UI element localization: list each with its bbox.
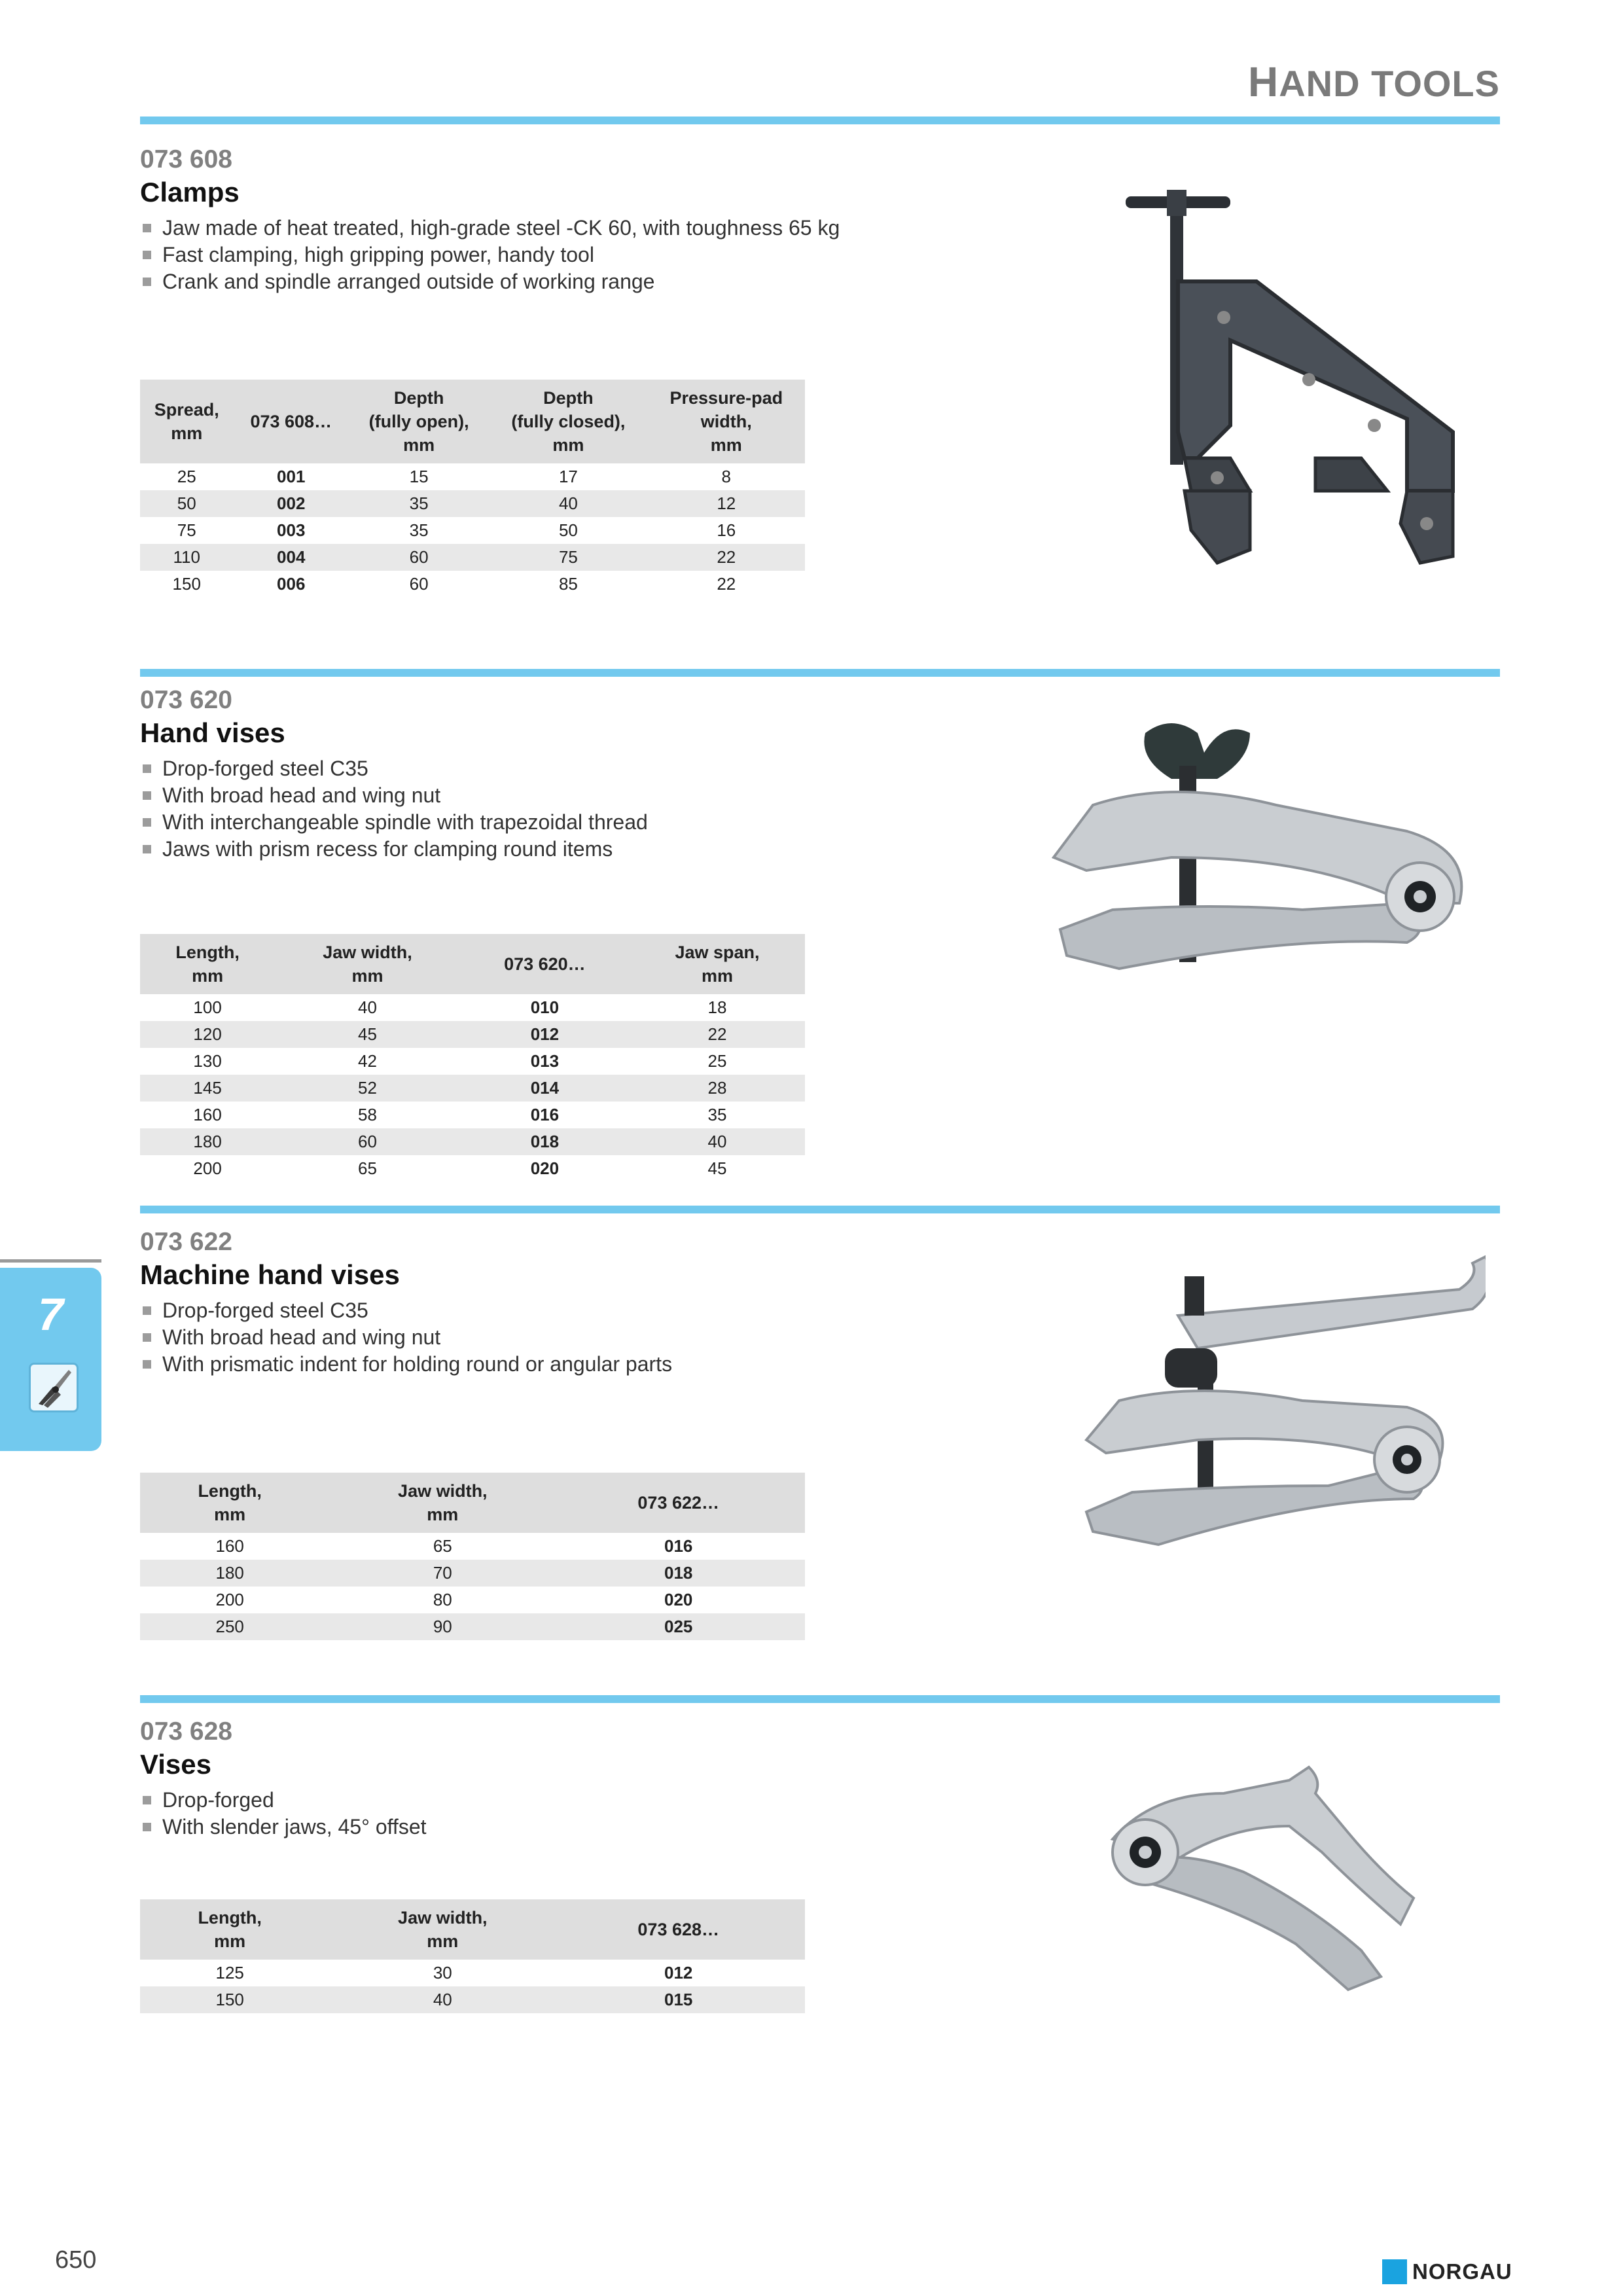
cell: 85 xyxy=(558,574,578,594)
cell: 002 xyxy=(233,490,349,517)
cell: 010 xyxy=(530,997,560,1017)
feature-item: Jaws with prism recess for clamping round items xyxy=(140,836,1500,863)
feature-item: Fast clamping, high gripping power, handy tool xyxy=(140,242,1500,268)
spec-table-clamps xyxy=(140,380,805,598)
side-tab-line xyxy=(0,1259,101,1263)
cell: 12 xyxy=(648,490,805,517)
cell: 22 xyxy=(630,1021,805,1048)
cell: 30 xyxy=(433,1963,452,1982)
product-code: 073 622 xyxy=(140,1228,232,1256)
table-row xyxy=(140,463,805,490)
cell: 100 xyxy=(193,997,222,1017)
feature-item: Jaw made of heat treated, high-grade steel -CK 60, with toughness 65 kg xyxy=(140,215,1500,242)
cell: 25 xyxy=(707,1051,727,1071)
feature-item: With slender jaws, 45° offset xyxy=(140,1814,1500,1840)
cell: 250 xyxy=(140,1613,319,1640)
feature-item: Crank and spindle arranged outside of working range xyxy=(140,268,1500,295)
feature-item: Drop-forged steel C35 xyxy=(140,1297,1500,1324)
cell: 28 xyxy=(630,1075,805,1102)
cell: 65 xyxy=(358,1158,377,1178)
table-row xyxy=(140,1587,805,1613)
feature-item: Drop-forged steel C35 xyxy=(140,755,1500,782)
table-header-row xyxy=(140,1473,805,1533)
product-title: Hand vises xyxy=(140,717,285,748)
cell: 60 xyxy=(275,1128,460,1155)
cell: 016 xyxy=(664,1536,693,1556)
cell: 25 xyxy=(177,467,196,486)
cell: 120 xyxy=(140,1021,275,1048)
section-divider xyxy=(140,1695,1500,1703)
table-row xyxy=(140,1048,805,1075)
cell: 22 xyxy=(648,544,805,571)
cell: 40 xyxy=(489,490,647,517)
cell: 200 xyxy=(193,1158,222,1178)
cell: 180 xyxy=(140,1128,275,1155)
brand-logo-mark xyxy=(1382,2259,1407,2284)
cell: 50 xyxy=(140,490,233,517)
column-header: Length, mm xyxy=(140,1473,319,1533)
table-row xyxy=(140,571,805,598)
product-code: 073 620 xyxy=(140,686,232,714)
column-header-empty xyxy=(791,1899,805,1960)
section-divider xyxy=(140,1206,1500,1213)
cell: 80 xyxy=(433,1590,452,1609)
cell: 70 xyxy=(319,1560,565,1587)
cell: 160 xyxy=(193,1105,222,1124)
chapter-number: 7 xyxy=(38,1289,63,1340)
cell: 150 xyxy=(172,574,201,594)
cell: 020 xyxy=(530,1158,560,1178)
cell: 180 xyxy=(140,1560,319,1587)
cell: 125 xyxy=(215,1963,244,1982)
cell: 15 xyxy=(409,467,429,486)
column-header: Jaw span, mm xyxy=(630,934,805,994)
cell: 013 xyxy=(530,1051,560,1071)
product-title: Machine hand vises xyxy=(140,1259,400,1290)
column-header: Jaw width, mm xyxy=(319,1899,565,1960)
product-code: 073 628 xyxy=(140,1717,232,1746)
table-row xyxy=(140,1155,805,1182)
cell: 90 xyxy=(319,1613,565,1640)
cell: 75 xyxy=(177,520,196,540)
cell: 150 xyxy=(140,1986,319,2013)
table-header-row xyxy=(140,380,805,463)
table-row xyxy=(140,1560,805,1587)
table-row xyxy=(140,1021,805,1048)
cell: 40 xyxy=(319,1986,565,2013)
cell: 020 xyxy=(664,1590,693,1609)
section-divider xyxy=(140,669,1500,677)
feature-item: With broad head and wing nut xyxy=(140,782,1500,809)
cell: 006 xyxy=(277,574,306,594)
table-row xyxy=(140,1960,805,1986)
cell: 35 xyxy=(409,520,429,540)
cell: 200 xyxy=(215,1590,244,1609)
table-row xyxy=(140,490,805,517)
cell: 52 xyxy=(275,1075,460,1102)
cell: 45 xyxy=(275,1021,460,1048)
column-header: Spread, mm xyxy=(140,380,233,463)
cell: 8 xyxy=(721,467,732,486)
column-header: 073 620… xyxy=(460,934,630,994)
product-code: 073 608 xyxy=(140,145,232,173)
feature-item: With prismatic indent for holding round or angular parts xyxy=(140,1351,1500,1378)
cell: 45 xyxy=(707,1158,727,1178)
cell: 35 xyxy=(707,1105,727,1124)
header-divider xyxy=(140,117,1500,124)
column-header-empty xyxy=(791,1473,805,1533)
column-header: Jaw width, mm xyxy=(275,934,460,994)
column-header: Depth (fully open), mm xyxy=(349,380,489,463)
cell: 003 xyxy=(277,520,306,540)
cell: 012 xyxy=(664,1963,693,1982)
cell: 22 xyxy=(717,574,736,594)
product-title: Vises xyxy=(140,1749,211,1780)
hand-vise-image xyxy=(1041,707,1486,995)
cell: 004 xyxy=(233,544,349,571)
cell: 18 xyxy=(707,997,727,1017)
cell: 160 xyxy=(215,1536,244,1556)
feature-item: With broad head and wing nut xyxy=(140,1324,1500,1351)
cell: 50 xyxy=(558,520,578,540)
spec-table-machine-hand-vises xyxy=(140,1473,805,1640)
table-row xyxy=(140,1986,805,2013)
machine-hand-vise-image xyxy=(1067,1250,1486,1564)
column-header: Length, mm xyxy=(140,1899,319,1960)
cell: 35 xyxy=(349,490,489,517)
feature-item: With interchangeable spindle with trapezoidal thread xyxy=(140,809,1500,836)
cell: 17 xyxy=(558,467,578,486)
cell: 012 xyxy=(460,1021,630,1048)
brand-logo-text: NORGAU xyxy=(1412,2259,1512,2284)
cell: 018 xyxy=(460,1128,630,1155)
table-row xyxy=(140,1075,805,1102)
clamp-image xyxy=(1099,183,1466,589)
column-header: 073 608… xyxy=(233,380,349,463)
cell: 75 xyxy=(489,544,647,571)
cell: 60 xyxy=(349,544,489,571)
page-header-title: HAND TOOLS xyxy=(1248,58,1500,105)
vise-image xyxy=(1073,1754,1440,2016)
table-row xyxy=(140,1533,805,1560)
column-header: Depth (fully closed), mm xyxy=(489,380,647,463)
column-header: Jaw width, mm xyxy=(319,1473,565,1533)
table-row xyxy=(140,517,805,544)
cell: 40 xyxy=(630,1128,805,1155)
page-number: 650 xyxy=(55,2246,97,2274)
table-row xyxy=(140,1128,805,1155)
pliers-icon xyxy=(29,1363,79,1412)
cell: 16 xyxy=(717,520,736,540)
table-row xyxy=(140,994,805,1021)
cell: 014 xyxy=(460,1075,630,1102)
table-row xyxy=(140,544,805,571)
cell: 018 xyxy=(565,1560,791,1587)
spec-table-hand-vises xyxy=(140,934,805,1182)
cell: 015 xyxy=(565,1986,791,2013)
cell: 65 xyxy=(433,1536,452,1556)
cell: 58 xyxy=(358,1105,377,1124)
table-header-row xyxy=(140,934,805,994)
cell: 42 xyxy=(358,1051,377,1071)
table-row xyxy=(140,1102,805,1128)
cell: 145 xyxy=(140,1075,275,1102)
cell: 130 xyxy=(193,1051,222,1071)
column-header: Length, mm xyxy=(140,934,275,994)
spec-table-vises xyxy=(140,1899,805,2013)
column-header: Pressure-pad width, mm xyxy=(648,380,805,463)
column-header: 073 628… xyxy=(565,1899,791,1960)
feature-item: Drop-forged xyxy=(140,1787,1500,1814)
cell: 001 xyxy=(277,467,306,486)
cell: 40 xyxy=(358,997,377,1017)
product-title: Clamps xyxy=(140,177,240,207)
table-header-row xyxy=(140,1899,805,1960)
cell: 016 xyxy=(530,1105,560,1124)
cell: 60 xyxy=(409,574,429,594)
column-header: 073 622… xyxy=(565,1473,791,1533)
table-row xyxy=(140,1613,805,1640)
cell: 110 xyxy=(140,544,233,571)
cell: 025 xyxy=(565,1613,791,1640)
